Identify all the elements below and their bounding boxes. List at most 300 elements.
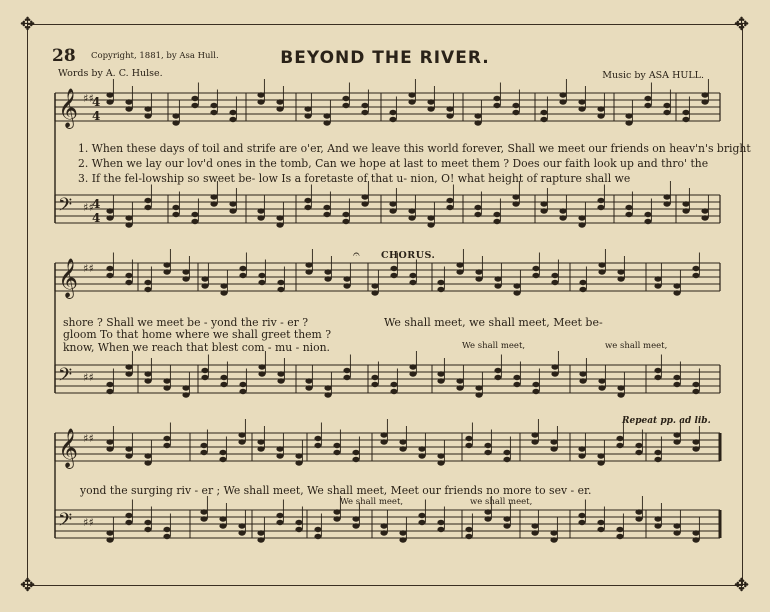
- note-head: [144, 378, 151, 383]
- note-head: [390, 382, 397, 387]
- corner-ornament-icon: ✥: [734, 575, 750, 596]
- note-head: [191, 212, 198, 217]
- note-head: [494, 375, 501, 380]
- note-head: [578, 520, 585, 525]
- note-head: [578, 222, 585, 227]
- note-head: [635, 443, 642, 448]
- note-head: [258, 371, 265, 376]
- note-head: [333, 450, 340, 455]
- note-head: [456, 262, 463, 267]
- note-head: [692, 439, 699, 444]
- system2-lyric-3: know, When we reach that blest com - mu - nion.: [63, 341, 330, 354]
- note-head: [540, 117, 547, 122]
- note-head: [323, 113, 330, 118]
- note-head: [277, 287, 284, 292]
- note-head: [682, 208, 689, 213]
- note-head: [616, 436, 623, 441]
- note-head: [701, 208, 708, 213]
- note-head: [513, 290, 520, 295]
- note-head: [503, 457, 510, 462]
- note-head: [475, 385, 482, 390]
- corner-ornament-icon: ✥: [20, 575, 36, 596]
- note-head: [654, 375, 661, 380]
- note-head: [144, 198, 151, 203]
- note-head: [427, 222, 434, 227]
- note-head: [257, 530, 264, 535]
- note-head: [229, 117, 236, 122]
- note-head: [493, 212, 500, 217]
- note-head: [304, 205, 311, 210]
- note-head: [191, 96, 198, 101]
- note-head: [257, 208, 264, 213]
- note-head: [474, 212, 481, 217]
- note-head: [540, 201, 547, 206]
- note-head: [408, 99, 415, 104]
- note-head: [276, 520, 283, 525]
- note-head: [343, 375, 350, 380]
- note-head: [277, 371, 284, 376]
- note-head: [200, 450, 207, 455]
- note-head: [106, 92, 113, 97]
- note-head: [324, 392, 331, 397]
- note-head: [144, 205, 151, 210]
- note-head: [210, 201, 217, 206]
- note-head: [682, 117, 689, 122]
- note-head: [578, 453, 585, 458]
- note-head: [314, 534, 321, 539]
- note-head: [277, 280, 284, 285]
- note-head: [201, 368, 208, 373]
- note-head: [144, 280, 151, 285]
- note-head: [380, 439, 387, 444]
- note-head: [598, 378, 605, 383]
- chorus-lyric: We shall meet, we shall meet, Meet be-: [384, 316, 603, 329]
- note-head: [277, 378, 284, 383]
- alto-cue-2: we shall meet,: [605, 341, 668, 351]
- note-head: [578, 215, 585, 220]
- note-head: [409, 371, 416, 376]
- note-head: [200, 443, 207, 448]
- note-head: [144, 371, 151, 376]
- note-head: [409, 273, 416, 278]
- song-title: BEYOND THE RIVER.: [280, 48, 490, 68]
- note-head: [125, 222, 132, 227]
- note-head: [258, 364, 265, 369]
- note-head: [673, 439, 680, 444]
- note-head: [597, 113, 604, 118]
- note-head: [484, 450, 491, 455]
- note-head: [540, 110, 547, 115]
- note-head: [625, 205, 632, 210]
- note-head: [578, 513, 585, 518]
- alto-cue-1: We shall meet,: [462, 341, 526, 351]
- note-head: [201, 276, 208, 281]
- note-head: [531, 530, 538, 535]
- note-head: [446, 106, 453, 111]
- note-head: [343, 283, 350, 288]
- note-head: [465, 436, 472, 441]
- note-head: [144, 106, 151, 111]
- time-signature-icon: 4: [92, 95, 101, 109]
- note-head: [389, 201, 396, 206]
- note-head: [437, 453, 444, 458]
- note-head: [598, 262, 605, 267]
- note-head: [663, 201, 670, 206]
- note-head: [257, 99, 264, 104]
- note-head: [446, 198, 453, 203]
- note-head: [352, 457, 359, 462]
- composer-credit: Music by ASA HULL.: [602, 70, 704, 81]
- note-head: [579, 280, 586, 285]
- note-head: [465, 534, 472, 539]
- corner-ornament-icon: ✥: [20, 14, 36, 35]
- note-head: [324, 269, 331, 274]
- note-head: [125, 106, 132, 111]
- treble-clef-icon: 𝄞: [58, 428, 79, 468]
- note-head: [333, 509, 340, 514]
- note-head: [238, 523, 245, 528]
- note-head: [106, 215, 113, 220]
- key-signature-icon: ♯♯: [83, 92, 94, 105]
- note-head: [371, 375, 378, 380]
- note-head: [484, 443, 491, 448]
- note-head: [654, 523, 661, 528]
- note-head: [343, 368, 350, 373]
- note-head: [182, 385, 189, 390]
- note-head: [531, 432, 538, 437]
- note-head: [399, 537, 406, 542]
- note-head: [484, 516, 491, 521]
- note-head: [352, 516, 359, 521]
- note-head: [239, 389, 246, 394]
- note-head: [474, 120, 481, 125]
- note-head: [239, 273, 246, 278]
- note-head: [625, 113, 632, 118]
- note-head: [182, 392, 189, 397]
- verse-2: 2. When we lay our lov'd ones in the tomb, Can we hope at last to meet them ? Does our faith look up and thro' the: [78, 157, 709, 170]
- note-head: [239, 382, 246, 387]
- note-head: [238, 432, 245, 437]
- note-head: [475, 392, 482, 397]
- note-head: [644, 219, 651, 224]
- note-head: [352, 523, 359, 528]
- note-head: [220, 375, 227, 380]
- note-head: [475, 269, 482, 274]
- note-head: [616, 534, 623, 539]
- note-head: [456, 269, 463, 274]
- note-head: [494, 368, 501, 373]
- note-head: [474, 205, 481, 210]
- note-head: [512, 110, 519, 115]
- note-head: [692, 266, 699, 271]
- note-head: [559, 215, 566, 220]
- note-head: [493, 96, 500, 101]
- note-head: [503, 516, 510, 521]
- note-head: [617, 276, 624, 281]
- note-head: [427, 106, 434, 111]
- note-head: [201, 375, 208, 380]
- note-head: [493, 219, 500, 224]
- note-head: [163, 262, 170, 267]
- note-head: [295, 460, 302, 465]
- note-head: [210, 194, 217, 199]
- note-head: [172, 120, 179, 125]
- time-signature-icon: 4: [92, 211, 101, 225]
- note-head: [324, 385, 331, 390]
- key-signature-icon: ♯♯: [83, 432, 94, 445]
- key-signature-icon: ♯♯: [83, 371, 94, 384]
- note-head: [437, 460, 444, 465]
- note-head: [625, 120, 632, 125]
- note-head: [371, 382, 378, 387]
- note-head: [229, 208, 236, 213]
- note-head: [418, 513, 425, 518]
- note-head: [238, 439, 245, 444]
- note-head: [579, 378, 586, 383]
- note-head: [125, 99, 132, 104]
- note-head: [220, 283, 227, 288]
- note-head: [597, 106, 604, 111]
- note-head: [682, 110, 689, 115]
- note-head: [597, 453, 604, 458]
- note-head: [342, 219, 349, 224]
- system3-lyric: yond the surging riv - er ; We shall meet, We shall meet, Meet our friends no more to sev - er.: [80, 484, 592, 497]
- note-head: [163, 534, 170, 539]
- note-head: [144, 113, 151, 118]
- note-head: [219, 457, 226, 462]
- note-head: [144, 287, 151, 292]
- note-head: [276, 513, 283, 518]
- note-head: [437, 287, 444, 292]
- note-head: [701, 215, 708, 220]
- note-head: [513, 375, 520, 380]
- bass-clef-icon: 𝄢: [58, 195, 73, 220]
- note-head: [163, 436, 170, 441]
- note-head: [295, 453, 302, 458]
- note-head: [617, 392, 624, 397]
- note-head: [692, 273, 699, 278]
- note-head: [673, 283, 680, 288]
- note-head: [644, 96, 651, 101]
- lyricist-credit: Words by A. C. Hulse.: [58, 68, 163, 79]
- note-head: [390, 273, 397, 278]
- note-head: [200, 509, 207, 514]
- note-head: [125, 446, 132, 451]
- note-head: [125, 453, 132, 458]
- note-head: [323, 212, 330, 217]
- note-head: [172, 205, 179, 210]
- note-head: [663, 194, 670, 199]
- chorus-label: CHORUS.: [381, 250, 436, 261]
- note-head: [210, 110, 217, 115]
- note-head: [257, 446, 264, 451]
- note-head: [484, 509, 491, 514]
- note-head: [673, 375, 680, 380]
- note-head: [673, 523, 680, 528]
- note-head: [229, 201, 236, 206]
- note-head: [446, 113, 453, 118]
- note-head: [276, 446, 283, 451]
- note-head: [390, 266, 397, 271]
- note-head: [578, 446, 585, 451]
- note-head: [597, 205, 604, 210]
- note-head: [125, 215, 132, 220]
- note-head: [437, 527, 444, 532]
- note-head: [106, 273, 113, 278]
- note-head: [125, 364, 132, 369]
- note-head: [314, 527, 321, 532]
- copyright-notice: Copyright, 1881, by Asa Hull.: [91, 51, 219, 61]
- note-head: [540, 208, 547, 213]
- note-head: [106, 537, 113, 542]
- treble-clef-icon: 𝄞: [58, 88, 79, 128]
- note-head: [239, 266, 246, 271]
- note-head: [229, 110, 236, 115]
- note-head: [191, 103, 198, 108]
- note-head: [409, 364, 416, 369]
- note-head: [389, 110, 396, 115]
- note-head: [276, 106, 283, 111]
- note-head: [106, 446, 113, 451]
- note-head: [314, 436, 321, 441]
- note-head: [559, 208, 566, 213]
- note-head: [578, 99, 585, 104]
- note-head: [323, 120, 330, 125]
- note-head: [418, 453, 425, 458]
- note-head: [343, 276, 350, 281]
- note-head: [342, 96, 349, 101]
- note-head: [550, 439, 557, 444]
- note-head: [399, 530, 406, 535]
- note-head: [258, 280, 265, 285]
- note-head: [550, 537, 557, 542]
- note-head: [512, 201, 519, 206]
- bass-clef-icon: 𝄢: [58, 510, 73, 535]
- note-head: [163, 378, 170, 383]
- note-head: [493, 103, 500, 108]
- verse-3: 3. If the fel-lowship so sweet be- low Is a foretaste of that u- nion, O! what height of rapture shall we: [78, 172, 631, 185]
- note-head: [144, 520, 151, 525]
- note-head: [437, 378, 444, 383]
- bass-cue-1: We shall meet,: [340, 497, 404, 507]
- note-head: [465, 527, 472, 532]
- key-signature-icon: ♯♯: [83, 201, 94, 214]
- note-head: [125, 280, 132, 285]
- note-head: [352, 450, 359, 455]
- note-head: [361, 103, 368, 108]
- system2-lyric-2: gloom To that home where we shall greet them ?: [63, 328, 332, 341]
- note-head: [654, 457, 661, 462]
- note-head: [635, 516, 642, 521]
- note-head: [692, 389, 699, 394]
- bass-cue-2: we shall meet,: [470, 497, 533, 507]
- note-head: [106, 439, 113, 444]
- note-head: [305, 269, 312, 274]
- note-head: [182, 276, 189, 281]
- note-head: [617, 269, 624, 274]
- note-head: [125, 371, 132, 376]
- note-head: [437, 520, 444, 525]
- note-head: [191, 219, 198, 224]
- note-head: [644, 103, 651, 108]
- note-head: [295, 520, 302, 525]
- note-head: [551, 273, 558, 278]
- note-head: [324, 276, 331, 281]
- note-head: [579, 287, 586, 292]
- note-head: [220, 290, 227, 295]
- note-head: [531, 439, 538, 444]
- note-head: [144, 460, 151, 465]
- note-head: [427, 215, 434, 220]
- note-head: [257, 537, 264, 542]
- note-head: [437, 371, 444, 376]
- note-head: [503, 523, 510, 528]
- note-head: [532, 382, 539, 387]
- fermata-icon: 𝄐: [353, 247, 360, 261]
- verse-1: 1. When these days of toil and strife are o'er, And we leave this world forever, Shall we meet our friends on heav'n's bright: [78, 142, 751, 155]
- note-head: [513, 382, 520, 387]
- note-head: [456, 378, 463, 383]
- note-head: [399, 446, 406, 451]
- note-head: [456, 385, 463, 390]
- note-head: [598, 269, 605, 274]
- note-head: [494, 276, 501, 281]
- note-head: [597, 198, 604, 203]
- note-head: [597, 460, 604, 465]
- note-head: [220, 382, 227, 387]
- note-head: [257, 439, 264, 444]
- note-head: [682, 201, 689, 206]
- note-head: [314, 443, 321, 448]
- note-head: [625, 212, 632, 217]
- note-head: [163, 443, 170, 448]
- note-head: [361, 110, 368, 115]
- note-head: [635, 509, 642, 514]
- note-head: [257, 215, 264, 220]
- note-head: [144, 527, 151, 532]
- key-signature-icon: ♯♯: [83, 262, 94, 275]
- note-head: [654, 276, 661, 281]
- note-head: [673, 290, 680, 295]
- key-signature-icon: ♯♯: [83, 516, 94, 529]
- note-head: [531, 523, 538, 528]
- note-head: [380, 523, 387, 528]
- note-head: [238, 530, 245, 535]
- note-head: [475, 276, 482, 281]
- note-head: [295, 527, 302, 532]
- note-head: [125, 273, 132, 278]
- note-head: [551, 280, 558, 285]
- note-head: [551, 364, 558, 369]
- note-head: [692, 537, 699, 542]
- note-head: [399, 439, 406, 444]
- note-head: [551, 371, 558, 376]
- note-head: [654, 283, 661, 288]
- note-head: [389, 208, 396, 213]
- note-head: [663, 110, 670, 115]
- note-head: [163, 385, 170, 390]
- note-head: [389, 117, 396, 122]
- system2-lyric-1: shore ? Shall we meet be - yond the riv - er ?: [63, 316, 308, 329]
- note-head: [427, 99, 434, 104]
- time-signature-icon: 4: [92, 197, 101, 211]
- note-head: [106, 99, 113, 104]
- note-head: [559, 92, 566, 97]
- note-head: [617, 385, 624, 390]
- note-head: [172, 113, 179, 118]
- note-head: [579, 371, 586, 376]
- note-head: [654, 368, 661, 373]
